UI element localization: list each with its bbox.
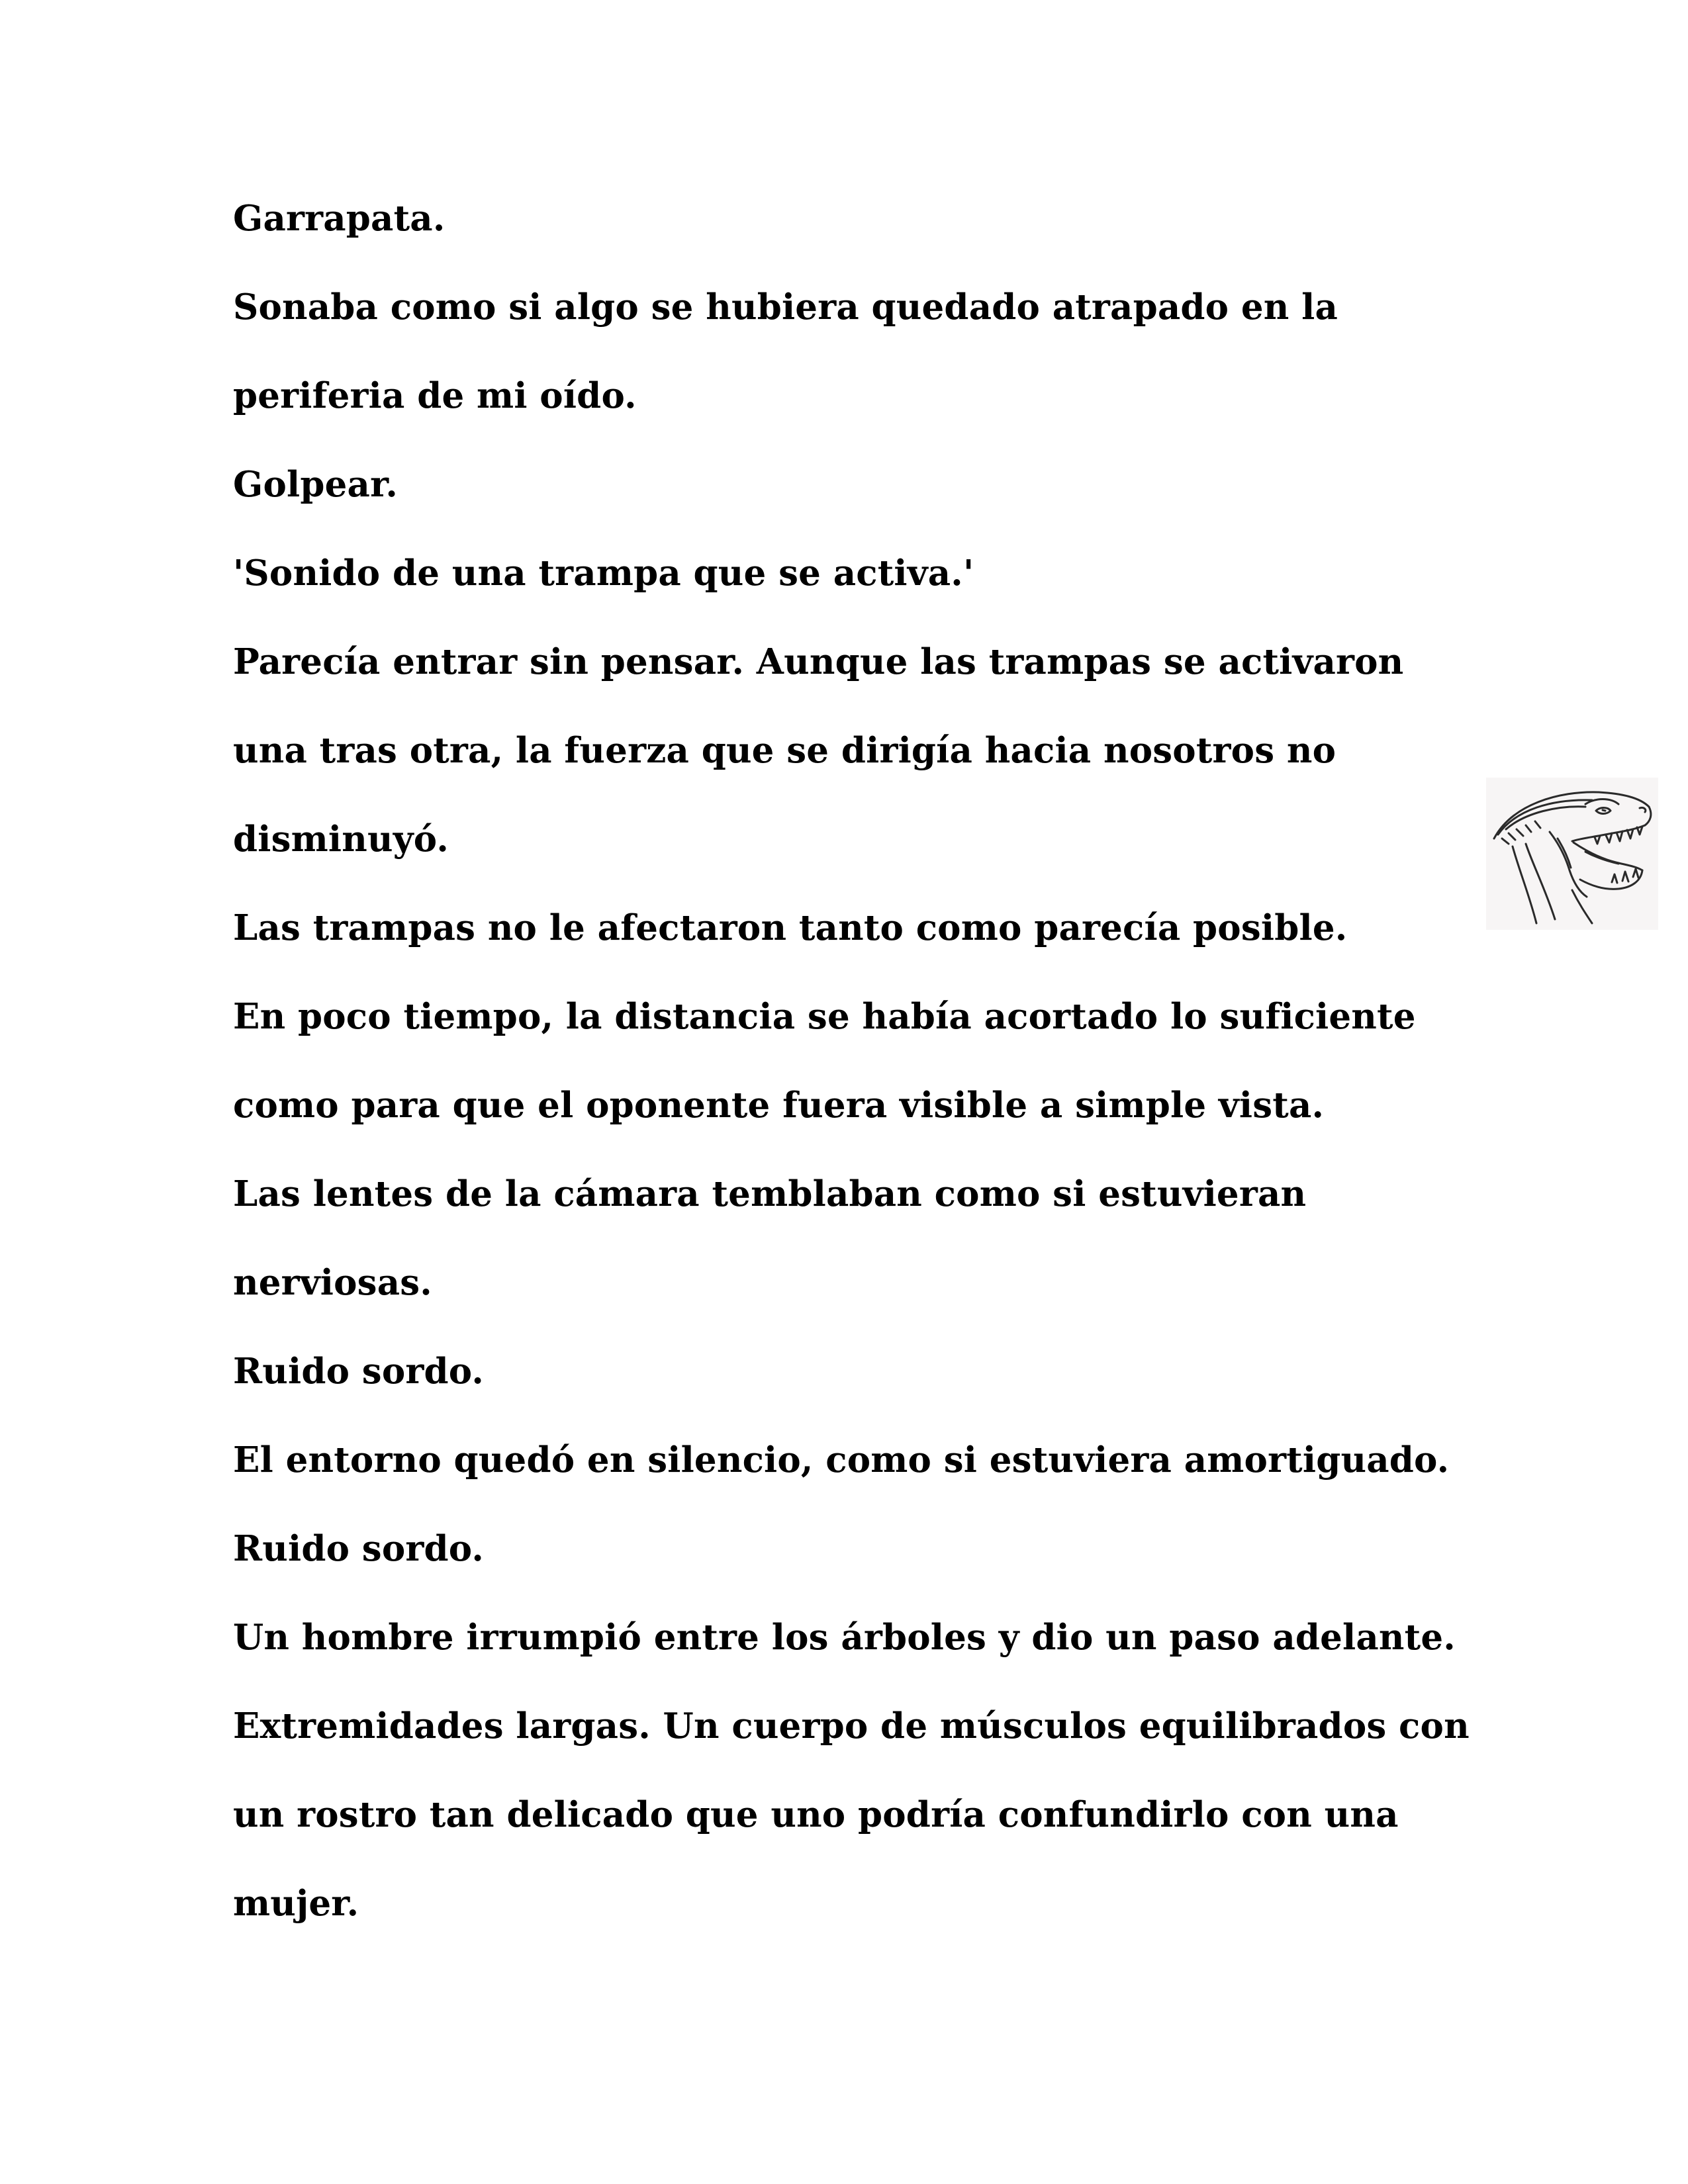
text-line: periferia de mi oído. (233, 375, 637, 416)
text-line: Las trampas no le afectaron tanto como parecía posible. (233, 907, 1348, 948)
text-line: En poco tiempo, la distancia se había acortado lo suficiente (233, 996, 1416, 1037)
dinosaur-head-sketch-icon (1486, 778, 1658, 930)
text-line: nerviosas. (233, 1262, 432, 1303)
text-line: Un hombre irrumpió entre los árboles y dio un paso adelante. (233, 1617, 1456, 1658)
text-line: El entorno quedó en silencio, como si estuviera amortiguado. (233, 1439, 1450, 1480)
body-text (233, 192, 1491, 1966)
text-line: Golpear. (233, 464, 398, 505)
text-line: un rostro tan delicado que uno podría confundirlo con una (233, 1794, 1399, 1835)
text-line: Las lentes de la cámara temblaban como si estuvieran (233, 1173, 1307, 1214)
text-line: Extremidades largas. Un cuerpo de músculos equilibrados con (233, 1706, 1470, 1747)
dinosaur-sketch-svg (1486, 778, 1658, 930)
text-line: Parecía entrar sin pensar. Aunque las trampas se activaron (233, 641, 1404, 682)
text-line: Ruido sordo. (233, 1351, 485, 1392)
text-line: Sonaba como si algo se hubiera quedado atrapado en la (233, 287, 1338, 328)
text-line: como para que el oponente fuera visible a simple vista. (233, 1085, 1325, 1126)
text-line: Ruido sordo. (233, 1528, 485, 1569)
text-line: Garrapata. (233, 198, 445, 239)
text-line: mujer. (233, 1883, 359, 1924)
text-line: una tras otra, la fuerza que se dirigía hacia nosotros no (233, 730, 1336, 771)
text-line: 'Sonido de una trampa que se activa.' (233, 553, 974, 594)
text-line: disminuyó. (233, 819, 449, 860)
